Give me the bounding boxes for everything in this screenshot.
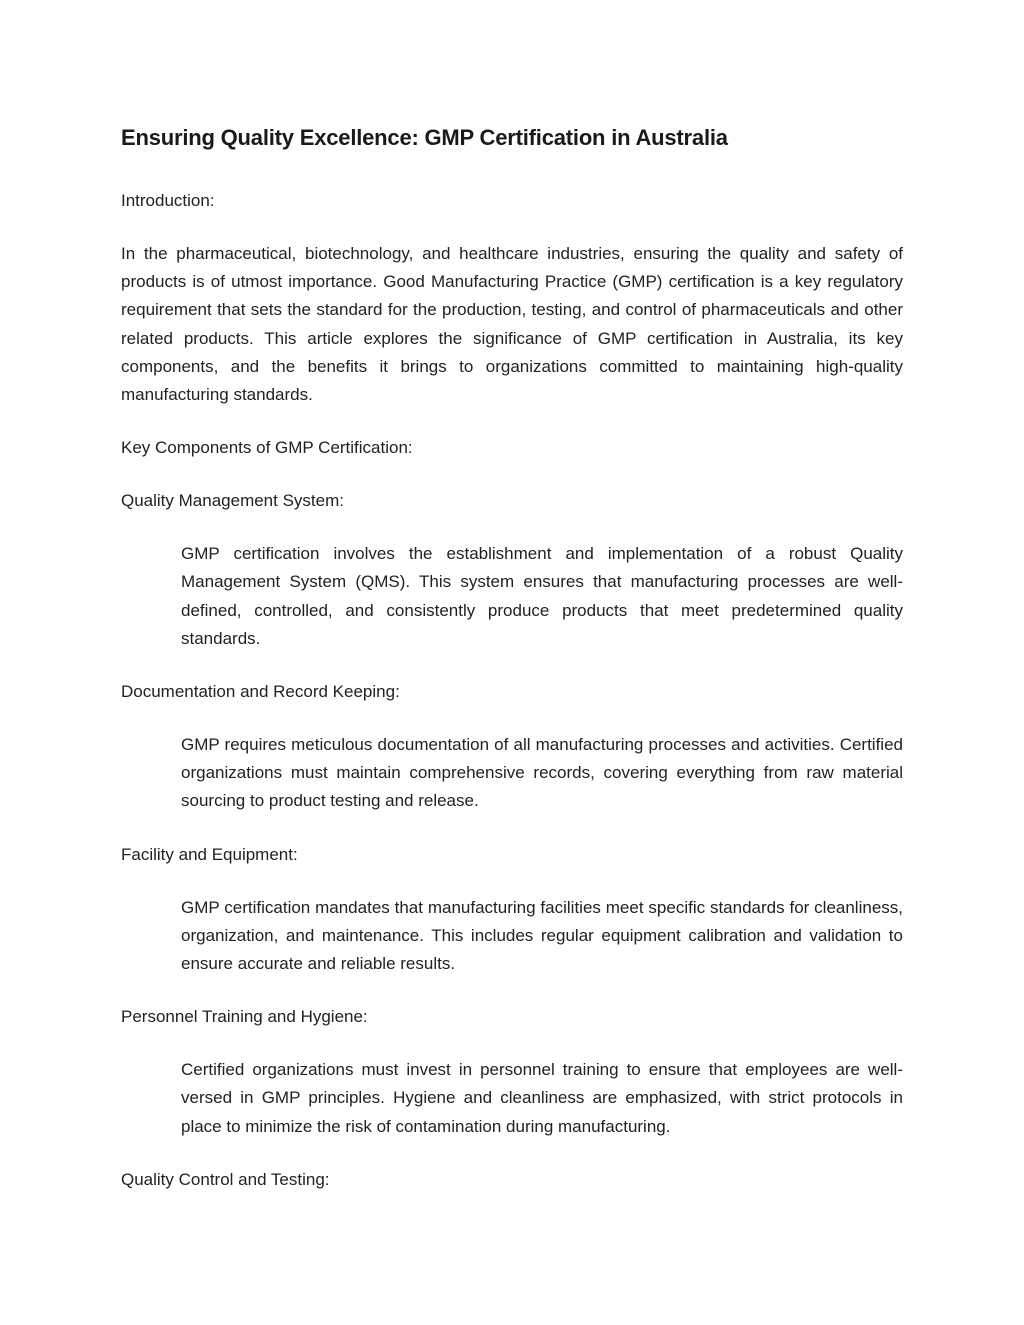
section-body-documentation: GMP requires meticulous documentation of all manufacturing processes and activities. Certified organizations must maintain comprehensive records, covering everything from raw material sourcing to product testing and release.	[181, 735, 903, 811]
section-heading-documentation: Documentation and Record Keeping:	[121, 682, 400, 702]
section-heading-personnel: Personnel Training and Hygiene:	[121, 1007, 368, 1027]
section-body-facility: GMP certification mandates that manufacturing facilities meet specific standards for cleanliness, organization, and maintenance. This includes regular equipment calibration and validation to ensure accurate and reliable results.	[181, 897, 903, 974]
section-heading-quality-control: Quality Control and Testing:	[121, 1169, 330, 1189]
section-body-qms: GMP certification involves the establishment and implementation of a robust Quality Management System (QMS). This system ensures that manufacturing processes are well-defined, controlled, and consistently produce products that meet predetermined quality standards.	[181, 544, 903, 648]
key-components-heading: Key Components of GMP Certification:	[121, 438, 413, 458]
section-heading-qms: Quality Management System:	[121, 491, 344, 511]
document-body	[121, 122, 903, 1194]
intro-label: Introduction:	[121, 191, 215, 210]
document-title: Ensuring Quality Excellence: GMP Certification in Australia	[121, 125, 728, 150]
section-body-personnel: Certified organizations must invest in personnel training to ensure that employees are well-versed in GMP principles. Hygiene and cleanliness are emphasized, with strict protocols in place to minimize the risk of contamination during manufacturing.	[181, 1060, 903, 1136]
section-heading-facility: Facility and Equipment:	[121, 844, 298, 864]
intro-paragraph: In the pharmaceutical, biotechnology, and healthcare industries, ensuring the quality and safety of products is of utmost importance. Good Manufacturing Practice (GMP) certification is a key regulatory requirement that sets the standard for the production, testing, and control of pharmaceuticals and other related products. This article explores the significance of GMP certification in Australia, its key components, and the benefits it brings to organizations committed to maintaining high-quality manufacturing standards.	[121, 244, 903, 405]
